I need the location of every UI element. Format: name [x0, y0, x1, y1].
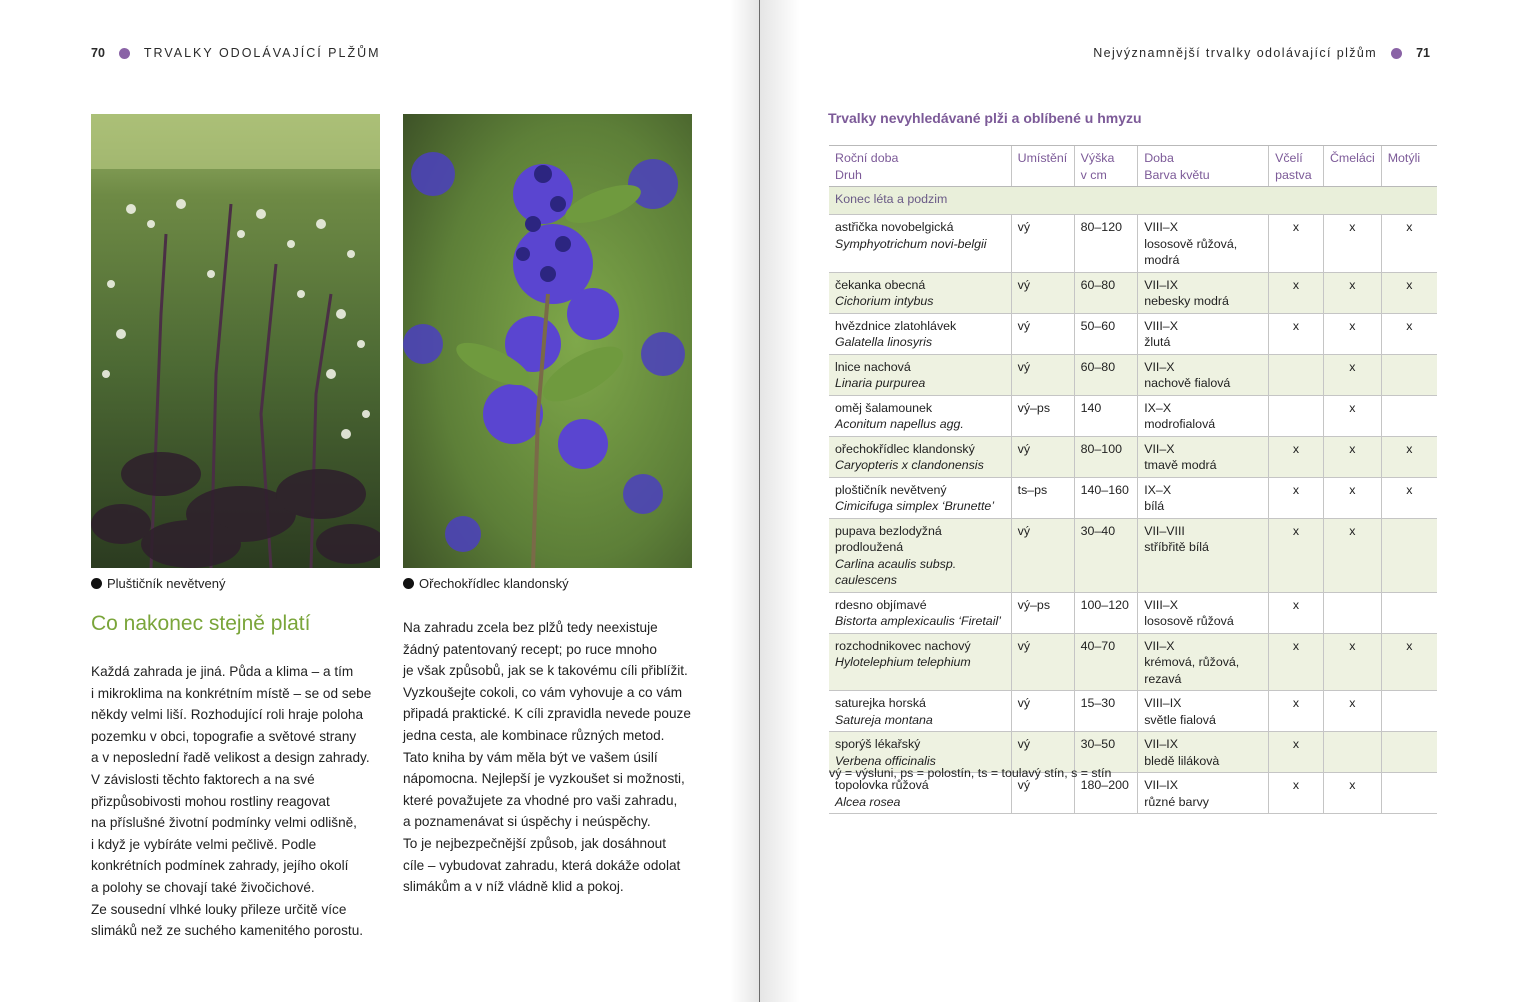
cell-bees [1269, 313, 1324, 354]
bullet-dot-icon [1391, 48, 1402, 59]
photo-cimicifuga [91, 114, 380, 568]
cell-place: vý [1017, 696, 1031, 710]
cell-species [829, 354, 1011, 395]
cell-bloom [1138, 313, 1269, 354]
table-legend: vý = výsluni, ps = polostín, ts = toulavý stín, s = stín [829, 766, 1112, 780]
cell-latin: Linaria purpurea [835, 376, 926, 390]
cell-place: vý [1017, 359, 1031, 374]
body-column-2 [403, 617, 693, 898]
cell-location [1011, 592, 1074, 633]
cell-name: sporýš lékařský [835, 737, 921, 751]
cell-location [1011, 395, 1074, 436]
cell-latin: Symphyotrichum novi-belgii [835, 236, 987, 251]
text-line: slimáků než ze suchého kamenitého porostu. [91, 923, 364, 939]
cell-bloom [1138, 354, 1269, 395]
cell-bumblebees: x [1349, 318, 1356, 333]
table-row [829, 436, 1437, 477]
text-line: i mikroklima na konkrétním místě – se od sebe [91, 685, 372, 701]
cell-location [1011, 518, 1074, 592]
cell-color: nachově fialová [1144, 376, 1231, 390]
cell-height: 80–100 [1080, 441, 1122, 456]
page-number-right: 71 [1416, 46, 1430, 60]
cell-height [1074, 436, 1138, 477]
cell-bees [1269, 436, 1324, 477]
cell-bees [1269, 773, 1324, 814]
cell-bumblebees [1323, 477, 1381, 518]
cell-time: VII–X [1144, 638, 1175, 653]
cell-name: lnice nachová [835, 359, 911, 374]
table-row [829, 313, 1437, 354]
cell-bumblebees [1323, 691, 1381, 732]
cell-color: krémová, růžová, rezavá [1144, 655, 1240, 686]
cell-bloom [1138, 691, 1269, 732]
cell-bees [1269, 215, 1324, 273]
cell-butterflies: x [1406, 482, 1413, 497]
cell-bees [1269, 732, 1324, 773]
table-row [829, 272, 1437, 313]
cell-bees [1269, 395, 1324, 436]
cell-latin: Cimicifuga simplex ‘Brunette’ [835, 499, 995, 513]
cell-place: vý [1017, 318, 1031, 333]
text-line: nápomocna. Nejlepší je vyzkoušet si možnosti, [403, 771, 685, 787]
cell-bees [1269, 272, 1324, 313]
cell-butterflies [1381, 691, 1437, 732]
cell-bumblebees: x [1349, 277, 1356, 292]
caption-text: Ořechokřídlec klandonský [419, 576, 569, 591]
cell-bees: x [1292, 277, 1300, 292]
cell-place: vý [1017, 277, 1031, 292]
cell-place: vý–ps [1017, 400, 1051, 415]
cell-color: tmavě modrá [1144, 458, 1217, 472]
text-line: žádný patentovaný recept; po ruce mnoho [403, 641, 657, 657]
cell-time: VII–VIII [1144, 523, 1185, 538]
cell-color: lososově růžová, modrá [1144, 236, 1238, 267]
cell-species [829, 592, 1011, 633]
cell-height: 140 [1080, 400, 1102, 415]
text-line: V závislosti těchto faktorech a na své [91, 771, 315, 787]
column-header-location: Umístění [1011, 146, 1074, 187]
book-gutter [759, 0, 760, 1002]
cell-bees [1269, 691, 1324, 732]
text-line: připadá praktické. K cíli zpravidla nevede pouze [403, 706, 691, 722]
cell-bloom [1138, 773, 1269, 814]
photo-caption [403, 576, 569, 591]
cell-name: ploštičník nevětvený [835, 482, 947, 497]
text-line: i když je vybíráte velmi pečlivě. Podle [91, 836, 317, 852]
cell-location [1011, 313, 1074, 354]
cell-place: ts–ps [1017, 482, 1048, 497]
cell-butterflies: x [1406, 638, 1413, 653]
cell-bumblebees: x [1349, 359, 1356, 374]
running-head-left [91, 46, 381, 60]
cell-bloom [1138, 436, 1269, 477]
body-column-1 [91, 661, 381, 942]
cell-time: IX–X [1144, 400, 1172, 415]
cell-time: VII–X [1144, 441, 1175, 456]
cell-height: 60–80 [1080, 277, 1116, 292]
cell-bumblebees: x [1349, 778, 1356, 792]
text-line: Na zahradu zcela bez plžů tedy neexistuje [403, 620, 658, 635]
cell-species [829, 215, 1011, 273]
cell-time: VII–IX [1144, 277, 1178, 292]
cell-bees: x [1292, 737, 1300, 751]
cell-color: různé barvy [1144, 794, 1209, 809]
caption-text: Pluštičník nevětvený [107, 576, 226, 591]
cell-height [1074, 215, 1138, 273]
cell-butterflies [1381, 354, 1437, 395]
cell-height [1074, 395, 1138, 436]
cell-latin: Cichorium intybus [835, 294, 934, 308]
cell-bumblebees: x [1349, 638, 1356, 653]
cell-butterflies [1381, 272, 1437, 313]
gutter-shadow [730, 0, 760, 1002]
text-line: někdy velmi liší. Rozhodující roli hraje poloha [91, 707, 364, 723]
cell-bloom [1138, 592, 1269, 633]
cell-bloom [1138, 215, 1269, 273]
cell-bloom [1138, 477, 1269, 518]
cell-location [1011, 691, 1074, 732]
cell-name: rdesno objímavé [835, 597, 927, 612]
cell-species [829, 272, 1011, 313]
cell-height: 30–40 [1080, 523, 1116, 538]
cell-height [1074, 691, 1138, 732]
text-line: které považujete za vhodné pro vaši zahradu, [403, 792, 678, 808]
cell-butterflies [1381, 215, 1437, 273]
cell-time: VIII–X [1144, 318, 1178, 333]
photo-caryopteris [403, 114, 692, 568]
cell-name: oměj šalamounek [835, 400, 933, 415]
cell-butterflies: x [1406, 220, 1413, 234]
cell-height: 180–200 [1080, 778, 1129, 792]
cell-bumblebees [1323, 215, 1381, 273]
section-heading: Co nakonec stejně platí [91, 612, 311, 635]
cell-name: pupava bezlodyžná prodloužená [835, 523, 942, 554]
plants-table [829, 145, 1437, 814]
text-line: přizpůsobivosti mohou rostliny reagovat [91, 793, 330, 809]
cell-height: 30–50 [1080, 737, 1116, 751]
caption-bullet-icon [91, 578, 102, 589]
table-header-row [829, 146, 1437, 187]
cell-name: astřička novobelgická [835, 220, 954, 234]
cell-name: ořechokřídlec klandonský [835, 441, 975, 456]
cell-bees: x [1292, 523, 1300, 538]
cell-place: vý [1017, 523, 1031, 538]
caption-bullet-icon [403, 578, 414, 589]
cell-latin: Satureja montana [835, 712, 933, 727]
cell-bumblebees: x [1349, 400, 1356, 415]
text-line: cíle – vybudovat zahradu, která dokáže odolat [403, 857, 681, 873]
text-line: a v neposlední řadě velikost a design zahrady. [91, 750, 370, 766]
cell-latin: Verbena officinalis [835, 753, 936, 768]
cell-place: vý [1017, 778, 1031, 792]
cell-bumblebees [1323, 272, 1381, 313]
cell-bumblebees: x [1349, 220, 1356, 234]
table-row [829, 518, 1437, 592]
table-row [829, 633, 1437, 691]
cell-place: vý [1017, 737, 1031, 751]
column-header-species: Roční doba Druh [829, 146, 1011, 187]
text-line: pozemku v obci, topografie a světové strany [91, 728, 357, 744]
column-header-bees: Včelí pastva [1269, 146, 1324, 187]
text-line: Tato kniha by vám měla být ve vašem úsilí [403, 749, 658, 765]
cell-latin: Hylotelephium telephium [835, 655, 971, 669]
cell-bloom [1138, 633, 1269, 691]
running-head-right [1093, 46, 1430, 60]
text-line: jedna cesta, ale kombinace různých metod. [403, 727, 665, 743]
table-row [829, 215, 1437, 273]
cell-bumblebees: x [1349, 482, 1356, 497]
cell-latin: Aconitum napellus agg. [835, 417, 964, 431]
cell-species [829, 633, 1011, 691]
cell-height: 60–80 [1080, 359, 1116, 374]
cell-bloom [1138, 518, 1269, 592]
cell-location [1011, 633, 1074, 691]
cell-species [829, 436, 1011, 477]
cell-butterflies [1381, 773, 1437, 814]
table-row [829, 691, 1437, 732]
cell-place: vý [1017, 441, 1031, 456]
cell-name: čekanka obecná [835, 277, 926, 292]
cell-butterflies [1381, 732, 1437, 773]
text-line: a polohy se chovají také živočichové. [91, 879, 315, 895]
table-section-row [829, 187, 1437, 215]
column-header-bloom: Doba Barva květu [1138, 146, 1269, 187]
cell-location [1011, 272, 1074, 313]
cell-time: VIII–IX [1144, 696, 1182, 710]
gutter-shadow-right [760, 0, 800, 1002]
cell-height: 15–30 [1080, 696, 1116, 710]
cell-bumblebees [1323, 436, 1381, 477]
text-line: Každá zahrada je jiná. Půda a klima – a tím [91, 664, 354, 679]
cell-bees: x [1292, 318, 1300, 333]
cell-species [829, 691, 1011, 732]
photo-caption [91, 576, 226, 591]
text-line: Ze sousední vlhké louky přileze určitě více [91, 901, 347, 917]
cell-bumblebees [1323, 518, 1381, 592]
cell-latin: Alcea rosea [835, 794, 901, 809]
table-row [829, 354, 1437, 395]
cell-location [1011, 477, 1074, 518]
cell-name: saturejka horská [835, 696, 926, 710]
page-number-left: 70 [91, 46, 105, 60]
cell-location [1011, 215, 1074, 273]
cell-bumblebees [1323, 773, 1381, 814]
cell-latin: Caryopteris x clandonensis [835, 458, 984, 472]
cell-butterflies: x [1406, 318, 1413, 333]
cell-latin: Bistorta amplexicaulis ‘Firetail’ [835, 614, 1001, 628]
cell-bumblebees: x [1349, 696, 1356, 710]
cell-height [1074, 354, 1138, 395]
cell-bumblebees [1323, 633, 1381, 691]
cell-bees: x [1292, 638, 1300, 653]
section-label: Konec léta a podzim [829, 187, 1437, 215]
cell-bumblebees [1323, 592, 1381, 633]
cell-height: 140–160 [1080, 482, 1129, 497]
cell-color: žlutá [1144, 335, 1171, 349]
cell-height: 40–70 [1080, 638, 1116, 653]
cell-height [1074, 313, 1138, 354]
cell-butterflies [1381, 477, 1437, 518]
cell-bumblebees: x [1349, 523, 1356, 538]
text-line: slimákům a v níž vládně klid a pokoj. [403, 879, 624, 895]
table-row [829, 395, 1437, 436]
cell-place: vý–ps [1017, 597, 1051, 612]
cell-bees [1269, 354, 1324, 395]
cell-butterflies [1381, 436, 1437, 477]
cell-bumblebees [1323, 395, 1381, 436]
text-line: konkrétních podmínek zahrady, jejího okolí [91, 858, 349, 874]
text-line: na příslušné životní podmínky velmi odlišně, [91, 815, 357, 831]
text-line: je však způsobů, jak se k takovému cíli přiblížit. [403, 663, 688, 679]
cell-time: VIII–X [1144, 597, 1178, 612]
cell-color: nebesky modrá [1144, 294, 1229, 308]
cell-butterflies [1381, 395, 1437, 436]
cell-place: vý [1017, 220, 1031, 234]
cell-location [1011, 436, 1074, 477]
cell-latin: Galatella linosyris [835, 335, 933, 349]
cell-height [1074, 477, 1138, 518]
cell-species [829, 477, 1011, 518]
text-line: Vyzkoušejte cokoli, co vám vyhovuje a co vám [403, 684, 683, 700]
cell-butterflies [1381, 518, 1437, 592]
cell-butterflies [1381, 592, 1437, 633]
column-header-bumblebees: Čmeláci [1323, 146, 1381, 187]
table-title: Trvalky nevyhledávané plži a oblíbené u hmyzu [828, 110, 1142, 126]
running-head-title-left: TRVALKY ODOLÁVAJÍCÍ PLŽŮM [143, 46, 381, 60]
cell-color: bledě lilákovà [1144, 753, 1220, 768]
cell-height [1074, 633, 1138, 691]
cell-time: VII–IX [1144, 737, 1178, 751]
cell-bees: x [1292, 220, 1300, 234]
cell-color: světle fialová [1144, 712, 1216, 727]
cell-bees [1269, 633, 1324, 691]
cell-latin: Carlina acaulis subsp. caulescens [835, 556, 957, 587]
cell-species [829, 395, 1011, 436]
cell-bees: x [1292, 597, 1300, 612]
cell-height [1074, 518, 1138, 592]
cell-time: VII–X [1144, 359, 1175, 374]
cell-height: 50–60 [1080, 318, 1116, 333]
bullet-dot-icon [119, 48, 130, 59]
cell-height: 80–120 [1080, 220, 1122, 234]
cell-butterflies: x [1406, 441, 1413, 456]
cell-color: modrofialová [1144, 417, 1216, 431]
cell-bloom [1138, 272, 1269, 313]
cell-butterflies [1381, 633, 1437, 691]
cell-bloom [1138, 395, 1269, 436]
cell-time: VII–IX [1144, 778, 1178, 792]
cell-species [829, 518, 1011, 592]
cell-height [1074, 592, 1138, 633]
cell-bees [1269, 477, 1324, 518]
cell-bumblebees [1323, 313, 1381, 354]
text-line: a poznamenávat si úspěchy i neúspěchy. [403, 814, 651, 830]
cell-color: bílá [1144, 499, 1165, 513]
cell-bees: x [1292, 441, 1300, 456]
cell-bees [1269, 518, 1324, 592]
table-row [829, 592, 1437, 633]
cell-height [1074, 272, 1138, 313]
cell-butterflies [1381, 313, 1437, 354]
column-header-height: Výška v cm [1074, 146, 1138, 187]
cell-bees [1269, 592, 1324, 633]
cell-name: hvězdnice zlatohlávek [835, 318, 957, 333]
column-header-butterflies: Motýli [1381, 146, 1437, 187]
cell-name: rozchodnikovec nachový [835, 638, 971, 653]
cell-butterflies: x [1406, 277, 1413, 292]
running-head-title-right: Nejvýznamnější trvalky odolávající plžům [1093, 46, 1378, 60]
cell-bees: x [1292, 778, 1300, 792]
cell-bees: x [1292, 696, 1300, 710]
cell-color: lososově růžová [1144, 614, 1234, 628]
cell-time: VIII–X [1144, 220, 1178, 234]
cell-bumblebees [1323, 732, 1381, 773]
text-line: To je nejbezpečnější způsob, jak dosáhnout [403, 835, 666, 851]
cell-bloom [1138, 732, 1269, 773]
table-row [829, 477, 1437, 518]
cell-bumblebees: x [1349, 441, 1356, 456]
cell-place: vý [1017, 638, 1031, 653]
cell-name: topolovka růžová [835, 778, 929, 792]
cell-bumblebees [1323, 354, 1381, 395]
cell-location [1011, 354, 1074, 395]
cell-time: IX–X [1144, 482, 1172, 497]
cell-height: 100–120 [1080, 597, 1129, 612]
cell-color: stříbřitě bílá [1144, 540, 1209, 554]
cell-species [829, 313, 1011, 354]
cell-bees: x [1292, 482, 1300, 497]
